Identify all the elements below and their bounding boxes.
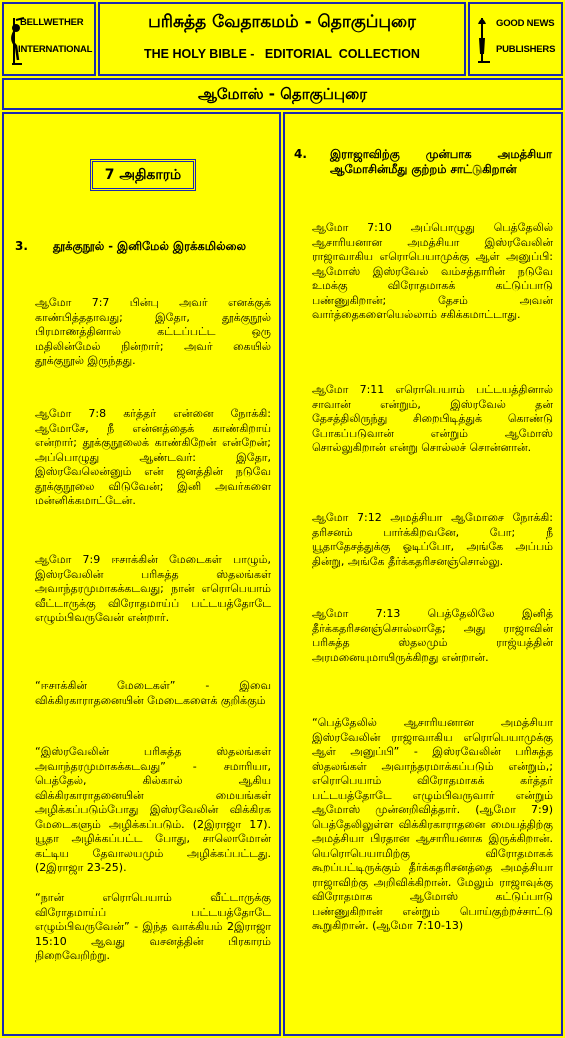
section-title: இராஜாவிற்கு முன்பாக அமத்சியா ஆமோசின்மீது குற்றம் சாட்டுகிறான் [330, 147, 552, 176]
right-logo-line1: GOOD NEWS [496, 18, 555, 29]
verse-paragraph: ஆமோ 7:9 ஈசாக்கின் மேடைகள் பாழும், இஸ்ரவேலின் பரிசுத்த ஸ்தலங்கள் அவாந்தரமுமாகக்கடவது; நான் எரொபெயாம் வீட்டாருக்கு விரோதமாய்ப் பட்டயத்தோடே எழும்பிவருவேன் என்றார். [35, 553, 271, 624]
right-logo-line2: PUBLISHERS [496, 44, 556, 55]
commentary-paragraph: “பெத்தேலில் ஆசாரியனான அமத்சியா இஸ்ரவேலின் ராஜாவாகிய எரொபெயாமுக்கு ஆள் அனுப்பி” - இஸ்ரவேலின் பரிசுத்த ஸ்தலங்கள் அவாந்தரமாக்கப்படும் என்றும்,; எரொபெயாம் விரோதமாகக் கர்த்தர் பட்டயத்தோடே எழும்பிவருவார் என்றும் ஆமோஸ் முன்னறிவித்தார். (ஆமோ 7:9) பெத்தேலிலுள்ள விக்கிரகாராதனை மையத்திற்கு அமத்சியா பிரதான ஆசாரியனாக இருக்கிறான். யெரொபெயாமிற்கு விரோதமாகக் கூறப்பட்டிருக்கும் தீர்க்கதரிசனத்தை அமத்சியா ராஜாவிற்கு அறிவிக்கிறான். மேலும் ராஜாவுக்கு விரோதமாக ஆமோஸ் கட்டுப்பாடு பண்ணுகிறான் என்றும் பொய்குற்றச்சாட்டு கூறுகிறான். (ஆமோ 7:10-13) [312, 716, 553, 932]
book-title: ஆமோஸ் - தொகுப்புரை [197, 85, 368, 103]
chapter-label: 7 அதிகாரம் [90, 159, 196, 191]
left-column [2, 112, 281, 1036]
verse-paragraph: ஆமோ 7:8 கர்த்தர் என்னை நோக்கி: ஆமோசே, நீ என்னத்தைக் காண்கிறாய் என்றார்; தூக்குநூலைக் காண்கிறேன் என்றேன்; அப்பொழுது ஆண்டவர்: இதோ, இஸ்ரவேலென்னும் என் ஜனத்தின் நடுவே தூக்குநூலை விடுவேன்; இனி அவர்களை மன்னிக்கமாட்டேன். [35, 407, 271, 507]
section-title: தூக்குநூல் - இனிமேல் இரக்கமில்லை [53, 239, 247, 253]
bellwether-logo-box [2, 2, 96, 76]
section-number: 3. [15, 239, 28, 253]
commentary-paragraph: “நான் எரொபெயாம் வீட்டாருக்கு விரோதமாய்ப் பட்டயத்தோடே எழும்பிவருவேன்” - இந்த வாக்கியம் 2இராஜா 15:10 ஆவது வசனத்தின் பிரகாரம் நிறைவேறிற்று. [35, 891, 271, 962]
english-title: THE HOLY BIBLE - EDITORIAL COLLECTION [144, 47, 420, 61]
verse-paragraph: ஆமோ 7:13 பெத்தேலிலே இனித் தீர்க்கதரிசனஞ்சொல்லாதே; அது ராஜாவின் பரிசுத்த ஸ்தலமும் ராஜ்யத்தின் அரமனையுமாயிருக்கிறது என்றான். [312, 607, 553, 664]
left-logo-line2: INTERNATIONAL [18, 44, 93, 55]
header-title-box [98, 2, 466, 76]
tamil-title: பரிசுத்த வேதாகமம் - தொகுப்புரை [148, 12, 416, 32]
commentary-paragraph: “இஸ்ரவேலின் பரிசுத்த ஸ்தலங்கள் அவாந்தரமுமாகக்கடவது” - சமாரியா, பெத்தேல், கில்கால் ஆகிய விக்கிரகாராதனையின் மையங்கள் அழிக்கப்படும்போது இஸ்ரவேலின் விக்கிரக மேடைகளும் அழிக்கப்படும். (2இராஜா 17). யூதா அழிக்கப்பட்ட போது, சாலொமோன் கட்டிய தேவாலயமும் அழிக்கப்பட்டது. (2இராஜா 23-25). [35, 745, 271, 874]
commentary-paragraph: “ஈசாக்கின் மேடைகள்” - இவை விக்கிரகாராதனையின் மேடைகளைக் குறிக்கும் [35, 679, 271, 707]
section-number: 4. [294, 147, 307, 161]
verse-paragraph: ஆமோ 7:7 பின்பு அவர் எனக்குக் காண்பித்ததாவது; இதோ, தூக்குநூல் பிரமாணத்தினால் கட்டப்பட்ட ஒரு மதிலின்மேல் நின்றார்; அவர் கையில் தூக்குநூல் இருந்தது. [35, 296, 271, 367]
verse-paragraph: ஆமோ 7:12 அமத்சியா ஆமோசை நோக்கி: தரிசனம் பார்க்கிறவனே, போ; நீ யூதாதேசத்துக்கு ஓடிப்போ, அங்கே அப்பம் தின்று, அங்கே தீர்க்கதரிசனஞ்சொல்லு. [312, 511, 553, 568]
left-logo-line1: BELLWETHER [20, 17, 84, 28]
good-news-logo-box [468, 2, 563, 76]
verse-paragraph: ஆமோ 7:10 அப்பொழுது பெத்தேலில் ஆசாரியனான அமத்சியா இஸ்ரவேலின் ராஜாவாகிய எரொபெயாமுக்கு ஆள் அனுப்பி: ஆமோஸ் இஸ்ரவேல் வம்சத்தாரின் நடுவே உமக்கு விரோதமாகக் கட்டுப்பாடு பண்ணுகிறான்; தேசம் அவன் வார்த்தைகளையெல்லாம் சகிக்கமாட்டாது. [312, 221, 553, 321]
book-subheader [2, 78, 563, 110]
right-column [283, 112, 563, 1036]
verse-paragraph: ஆமோ 7:11 எரொபெயாம் பட்டயத்தினால் சாவான் என்றும், இஸ்ரவேல் தன் தேசத்திலிருந்து சிறைபிடித்துக் கொண்டு போகப்படுவான் என்றும் ஆமோஸ் சொல்லுகிறான் என்று சொல்லச் சொன்னான். [312, 383, 553, 454]
